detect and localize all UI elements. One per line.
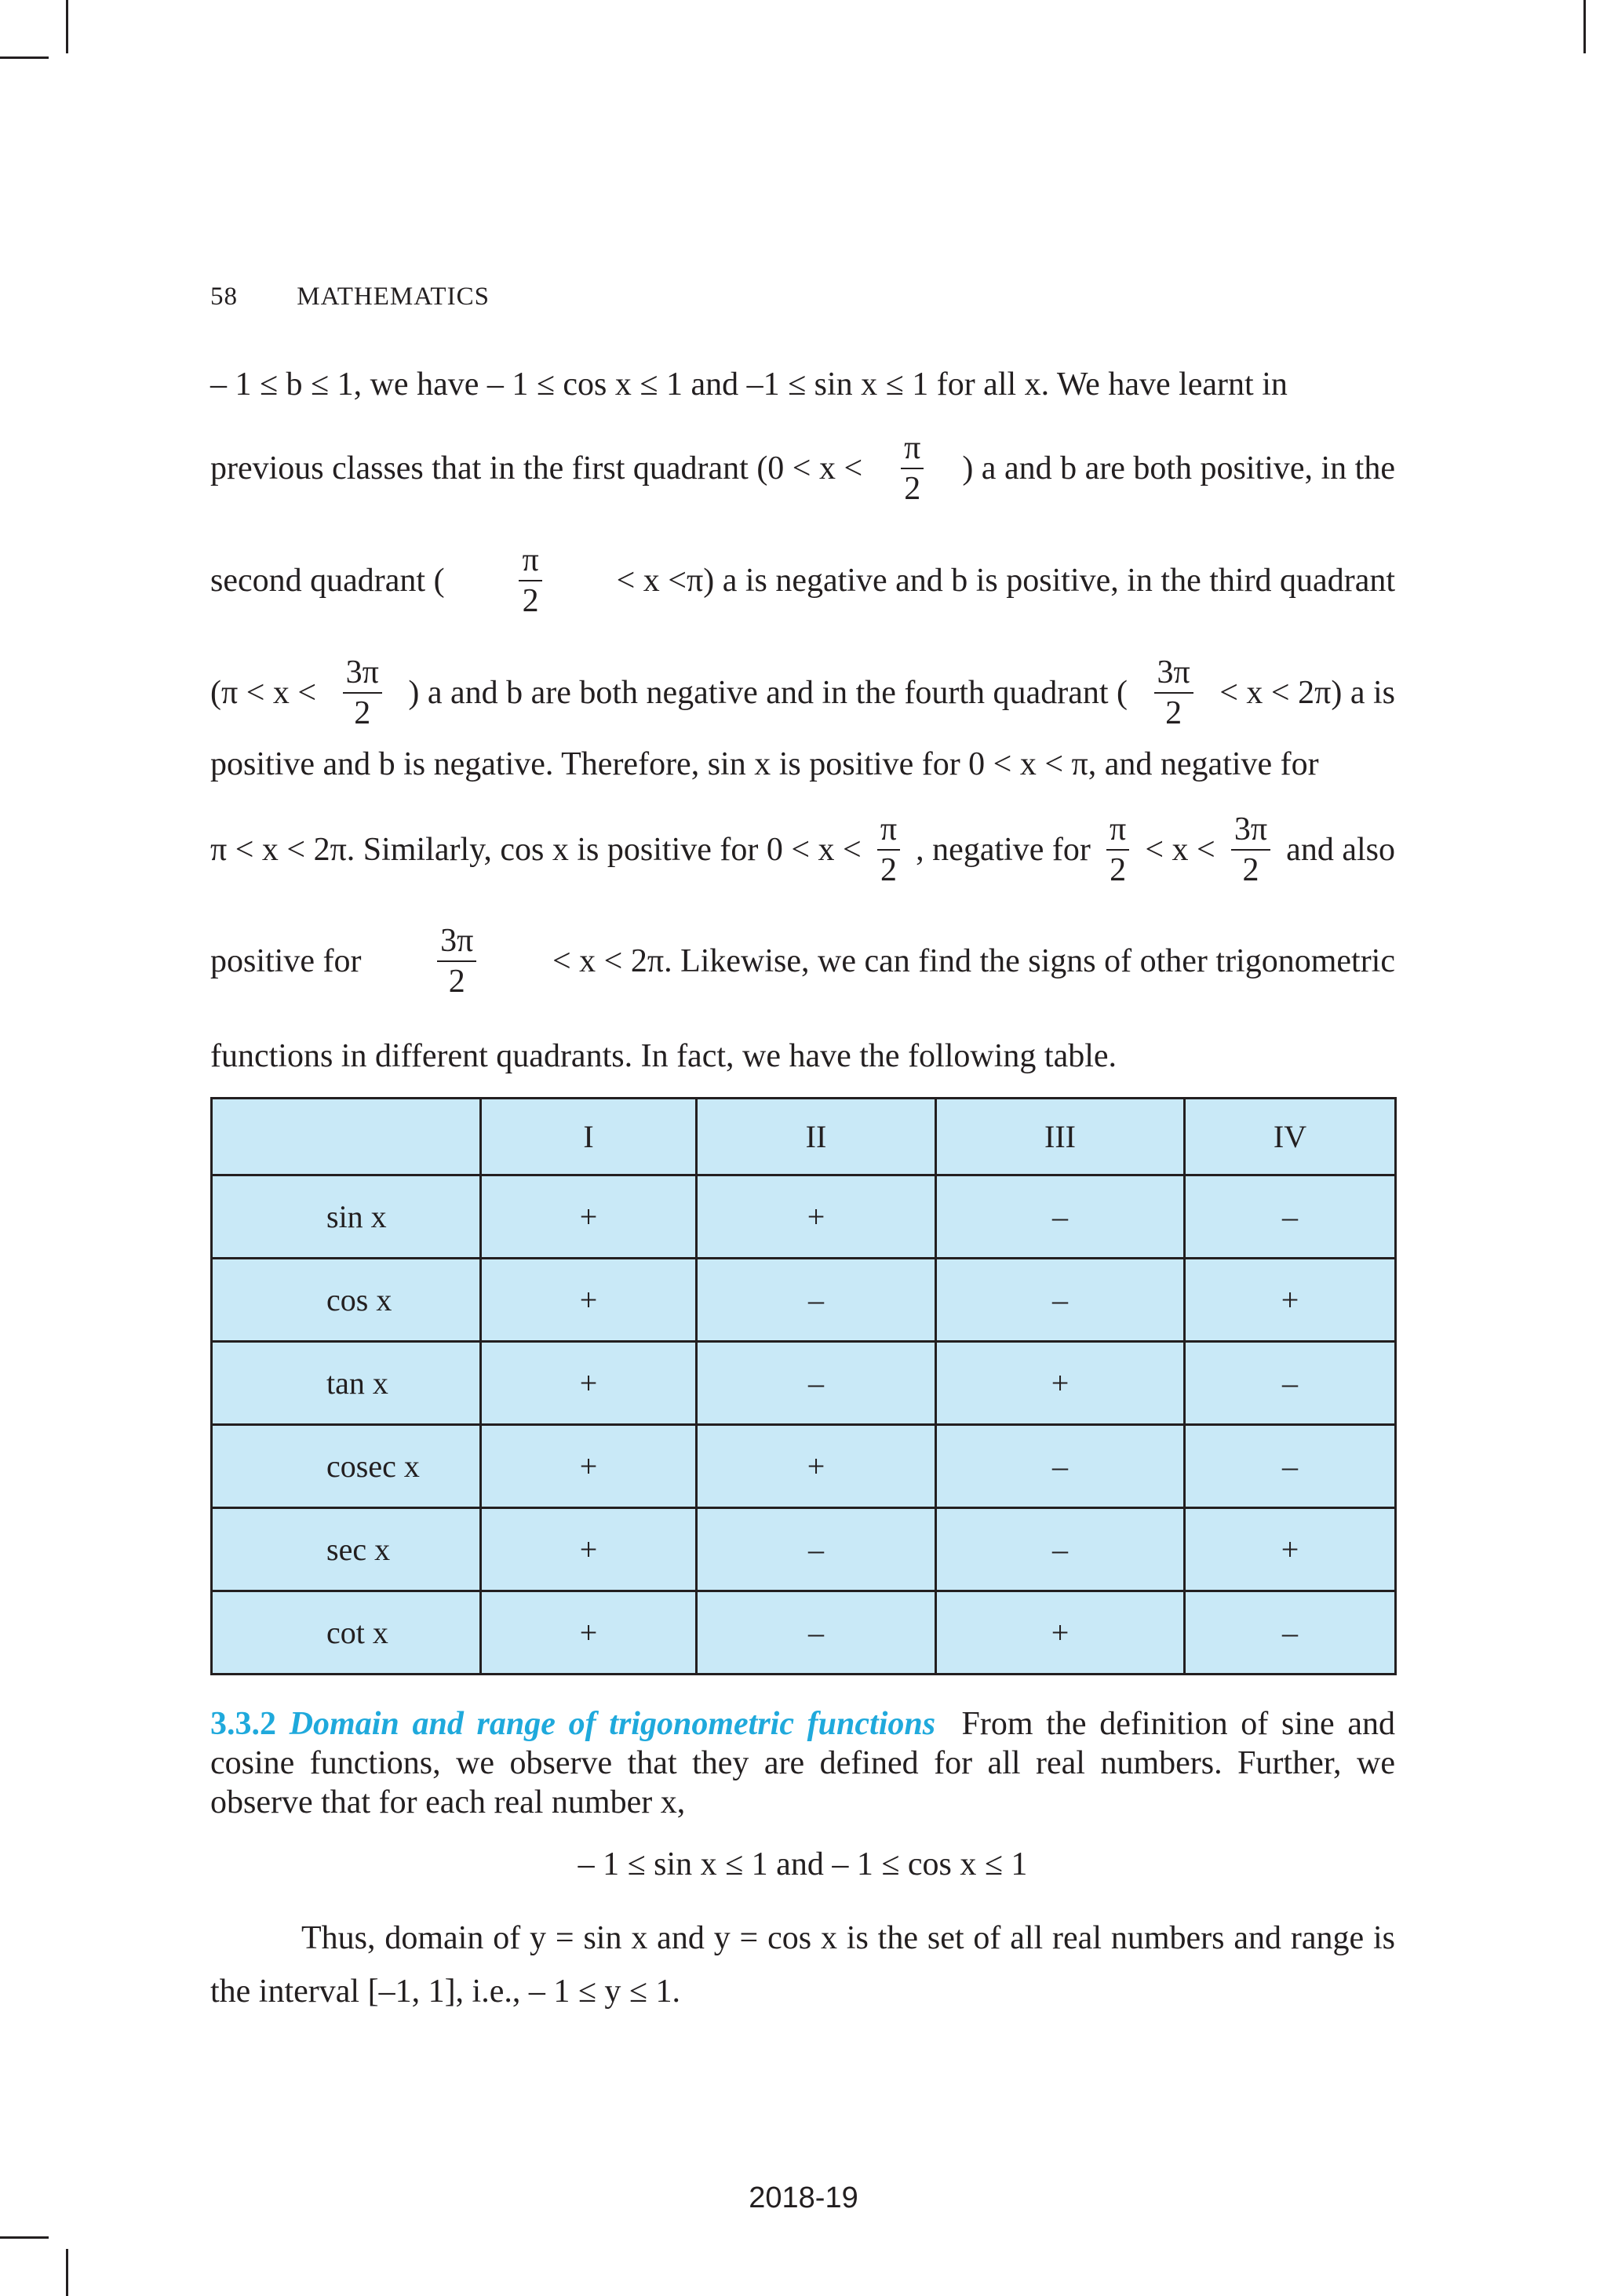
fraction-3pi-over-2: $\frac{3\pi}{2}$ [1154, 656, 1193, 730]
sign-cell: – [936, 1425, 1185, 1508]
section-body: From the definition of sine and cosine functions, we observe that they are defined for all real numbers. Further, we observe that for each real number x, [210, 1706, 1396, 1820]
crop-mark-top-right-v [1583, 0, 1586, 53]
page-number: 58 [210, 282, 238, 311]
sign-cell: – [1185, 1425, 1396, 1508]
table-row [212, 1342, 1396, 1425]
table-row [212, 1508, 1396, 1591]
crop-mark-top-left-v [66, 0, 68, 53]
function-cell: sec x [212, 1508, 481, 1591]
quadrant-signs-table [210, 1097, 1397, 1675]
sign-cell: + [481, 1508, 697, 1591]
table-header-cell: I [481, 1099, 697, 1175]
body-line-1: – 1 ≤ b ≤ 1, we have – 1 ≤ cos x ≤ 1 and –1 ≤ sin x ≤ 1 for all x. We have learnt in [210, 366, 1288, 403]
sign-cell: + [481, 1591, 697, 1675]
sign-cell: – [936, 1508, 1185, 1591]
sign-cell: + [481, 1259, 697, 1342]
table-header-cell: IV [1185, 1099, 1396, 1175]
sign-cell: + [1185, 1508, 1396, 1591]
fraction-pi-over-2: $\frac{\pi}{2}$ [1106, 813, 1129, 887]
section-paragraph [210, 1704, 1395, 1822]
sign-cell: + [936, 1342, 1185, 1425]
footer-year: 2018-19 [749, 2181, 858, 2214]
sign-cell: – [936, 1259, 1185, 1342]
sign-cell: + [481, 1425, 697, 1508]
body-line-5: positive and b is negative. Therefore, sin x is positive for 0 < x < π, and negative for [210, 746, 1319, 782]
function-cell: cot x [212, 1591, 481, 1675]
body-line-2: previous classes that in the first quadrant (0 < x < $\frac{\pi}{2}$ ) a and b are both positive, in the [210, 430, 1395, 507]
sign-cell: + [1185, 1259, 1396, 1342]
sign-cell: – [1185, 1591, 1396, 1675]
fraction-pi-over-2: $\frac{\pi}{2}$ [877, 813, 900, 887]
sign-cell: – [697, 1591, 936, 1675]
fraction-pi-over-2: $\frac{\pi}{2}$ [901, 432, 924, 505]
crop-mark-bottom-left-v [66, 2249, 68, 2296]
section-heading [210, 1706, 935, 1742]
table-row [212, 1591, 1396, 1675]
crop-mark-top-left-h [0, 56, 49, 59]
sign-cell: + [697, 1175, 936, 1259]
section-title: Domain and range of trigonometric functions [289, 1706, 936, 1742]
body-line-4: (π < x < $\frac{3\pi}{2}$ ) a and b are both negative and in the fourth quadrant ( $\frac{3\pi}{2}$ < x < 2π) a is [210, 654, 1395, 731]
fraction-3pi-over-2: $\frac{3\pi}{2}$ [343, 656, 382, 730]
fraction-pi-over-2: $\frac{\pi}{2}$ [519, 544, 541, 618]
body-line-3: second quadrant ( $\frac{\pi}{2}$ < x <π) a is negative and b is positive, in the third quadrant [210, 542, 1395, 619]
fraction-3pi-over-2: $\frac{3\pi}{2}$ [437, 924, 476, 998]
function-cell: tan x [212, 1342, 481, 1425]
domain-range-paragraph: Thus, domain of y = sin x and y = cos x is the set of all real numbers and range is the interval [–1, 1], i.e., – 1 ≤ y ≤ 1. [210, 1920, 1395, 2010]
body-line-7: positive for $\frac{3\pi}{2}$ < x < 2π. Likewise, we can find the signs of other trigonometric [210, 923, 1395, 1000]
section-number: 3.3.2 [210, 1706, 276, 1742]
body-line-6: π < x < 2π. Similarly, cos x is positive for 0 < x < $\frac{\pi}{2}$ , negative for $\frac{\pi}{2}$ < x < $\frac{3\pi}{2}$ and also [210, 811, 1395, 888]
sign-cell: + [481, 1175, 697, 1259]
table-row [212, 1259, 1396, 1342]
table-header-row [212, 1099, 1396, 1175]
function-cell: cosec x [212, 1425, 481, 1508]
inequality-equation: – 1 ≤ sin x ≤ 1 and – 1 ≤ cos x ≤ 1 [578, 1846, 1028, 1882]
table-header-cell: II [697, 1099, 936, 1175]
body-line-8: functions in different quadrants. In fact, we have the following table. [210, 1038, 1117, 1074]
table-header-cell: III [936, 1099, 1185, 1175]
running-header [210, 282, 490, 312]
sign-cell: – [1185, 1175, 1396, 1259]
table-row [212, 1175, 1396, 1259]
function-cell: cos x [212, 1259, 481, 1342]
fraction-3pi-over-2: $\frac{3\pi}{2}$ [1231, 813, 1270, 887]
table-row [212, 1425, 1396, 1508]
table-header-cell [212, 1099, 481, 1175]
sign-cell: – [697, 1342, 936, 1425]
sign-cell: – [697, 1259, 936, 1342]
sign-cell: + [481, 1342, 697, 1425]
function-cell: sin x [212, 1175, 481, 1259]
crop-mark-bottom-left-h [0, 2236, 49, 2239]
sign-cell: + [936, 1591, 1185, 1675]
subject-title: MATHEMATICS [297, 282, 490, 311]
sign-cell: + [697, 1425, 936, 1508]
sign-cell: – [697, 1508, 936, 1591]
sign-cell: – [1185, 1342, 1396, 1425]
sign-cell: – [936, 1175, 1185, 1259]
